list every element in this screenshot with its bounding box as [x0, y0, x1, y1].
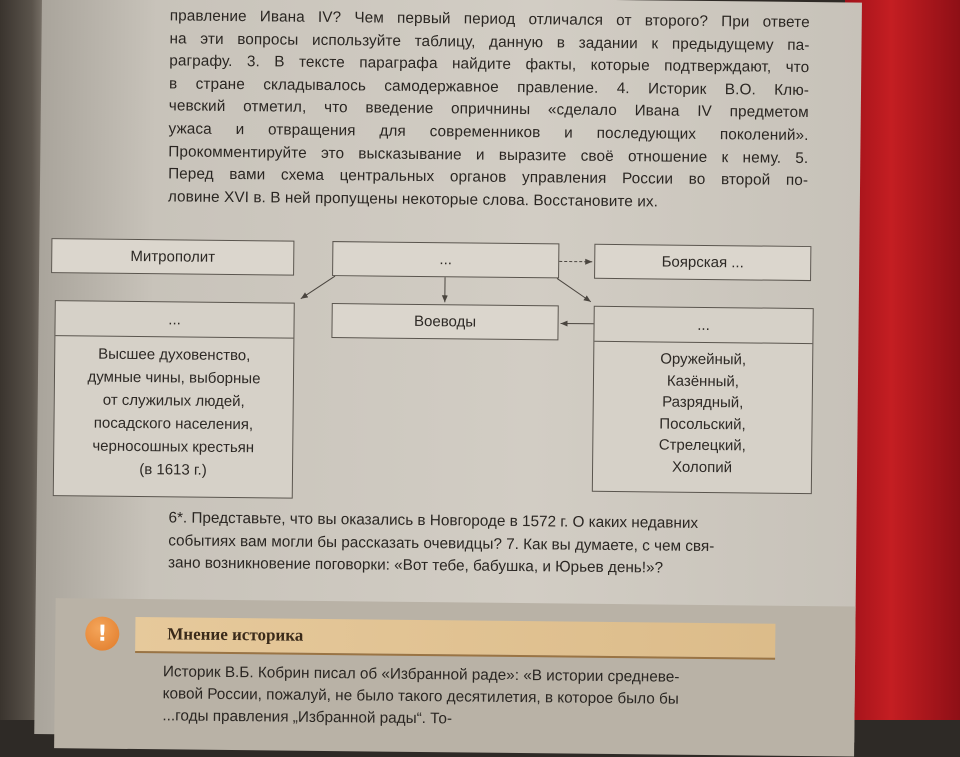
arrow-to-prikazy [557, 278, 591, 301]
assembly-box-body [54, 336, 293, 482]
prikaz-line: Посольский, [593, 412, 811, 436]
prikaz-line: Казённый, [594, 369, 812, 393]
text-line: раграфу. 3. В тексте параграфа найдите факты, которые подтверждают, что [169, 51, 809, 80]
assembly-line: от служилых людей, [55, 388, 293, 413]
opinion-line: ковой России, пожалуй, не было такого десятилетия, в которое было бы [163, 683, 763, 711]
opinion-line: ...годы правления „Избранной рады“. То- [162, 705, 762, 733]
assembly-line: Высшее духовенство, [55, 342, 293, 367]
text-line: ловине XVI в. В ней пропущены некоторые слова. Восстановите их. [168, 186, 808, 215]
prikaz-line: Разрядный, [594, 391, 812, 415]
opinion-line: Историк В.Б. Кобрин писал об «Избранной раде»: «В истории средневе- [163, 661, 763, 689]
metropolitan-box: Митрополит [51, 238, 294, 276]
assignment-text [168, 5, 810, 215]
assembly-box-title: ... [55, 301, 293, 338]
assembly-line: (в 1613 г.) [54, 457, 292, 482]
prikazy-box [592, 306, 814, 494]
opinion-text [162, 661, 763, 733]
text-line: в стране складывалось самодержавное правление. 4. Историк В.О. Клю- [169, 73, 809, 102]
assembly-box [53, 300, 295, 499]
prikazy-box-title: ... [594, 307, 812, 344]
voevody-box: Воеводы [331, 303, 558, 340]
text-line: Перед вами схема центральных органов управления России во второй по- [168, 163, 808, 192]
questions-text [168, 507, 789, 581]
question-line: зано возникновение поговорки: «Вот тебе, бабушка, и Юрьев день!»? [168, 553, 788, 582]
boyar-box: Боярская ... [594, 244, 811, 281]
assembly-line: посадского населения, [54, 411, 292, 436]
assembly-line: думные чины, выборные [55, 365, 293, 390]
exclamation-icon: ! [85, 616, 119, 650]
opinion-title: Мнение историка [135, 624, 303, 646]
red-background [845, 0, 960, 720]
assembly-line: черносошных крестьян [54, 434, 292, 459]
prikazy-box-body [593, 342, 812, 479]
text-line: чевский отметил, что введение опричнины «сделало Ивана IV предметом [169, 96, 809, 125]
text-line: ужаса и отвращения для современников и последующих поколений». [168, 118, 808, 147]
prikaz-line: Оружейный, [594, 348, 812, 372]
prikaz-line: Холопий [593, 455, 811, 479]
textbook-page [34, 0, 862, 743]
text-line: правление Ивана IV? Чем первый период отличался от второго? При ответе [170, 5, 810, 34]
question-line: 6*. Представьте, что вы оказались в Новгороде в 1572 г. О каких недавних [168, 507, 788, 536]
arrow-to-assembly [301, 276, 335, 299]
opinion-badge [75, 614, 129, 653]
text-line: на эти вопросы используйте таблицу, данную в задании к предыдущему па- [169, 28, 809, 57]
prikaz-line: Стрелецкий, [593, 434, 811, 458]
text-line: Прокомментируйте это высказывание и выразите своё отношение к нему. 5. [168, 141, 808, 170]
top-center-box: ... [332, 241, 559, 278]
question-line: событиях вам могли бы рассказать очевидцы? 7. Как вы думаете, с чем свя- [168, 530, 788, 559]
opinion-header [135, 617, 775, 660]
